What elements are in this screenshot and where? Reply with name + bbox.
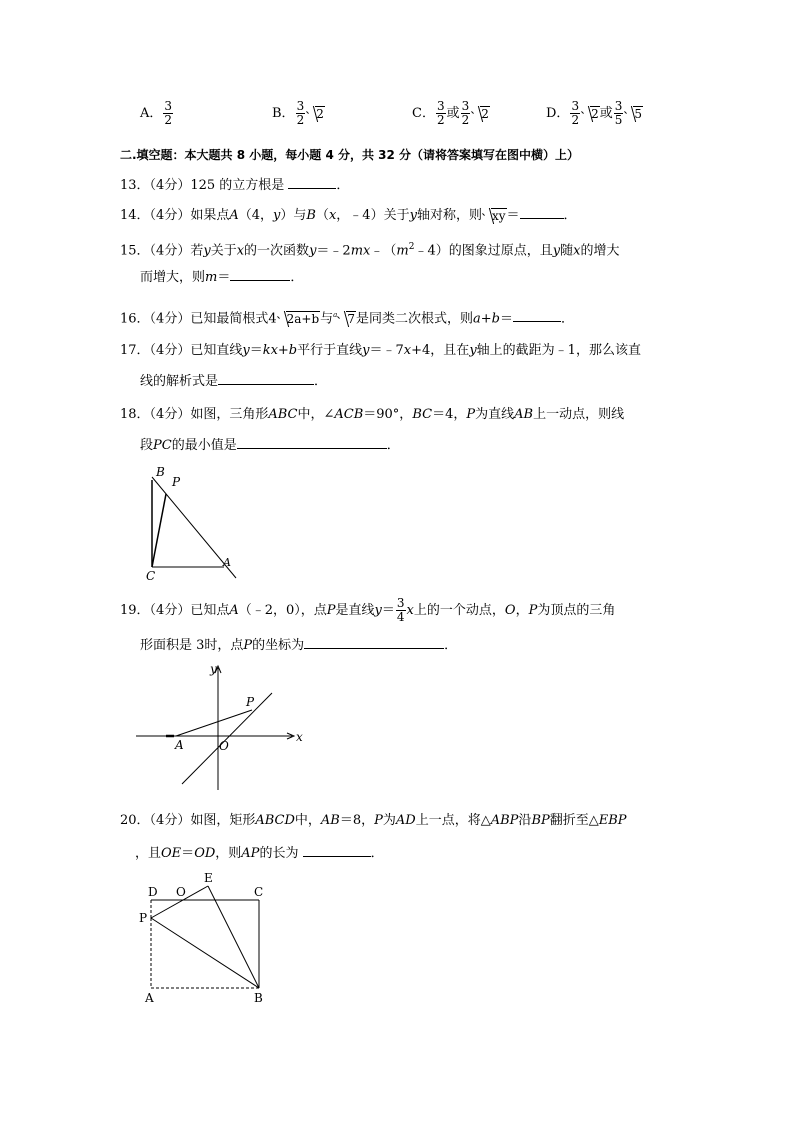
question-17-line2: 线的解析式是 ． — [140, 374, 328, 389]
label-c: C — [146, 569, 156, 583]
option-label: D． — [546, 106, 570, 121]
option-label: C． — [412, 106, 435, 121]
fraction: $\frac{3}{2}$ — [164, 99, 173, 127]
fraction: $\frac{3}{2}$ — [296, 99, 305, 127]
question-18-line2: 段PC的最小值是 ． — [140, 438, 400, 453]
figure-20 — [136, 868, 276, 1008]
figure-19 — [136, 660, 306, 795]
question-15: 15．（4分）若y关于x的一次函数$y=﹣2mx﹣(m^2﹣4)$的图象过原点，且y随x的增大 — [120, 242, 620, 259]
label-a: A — [223, 556, 231, 569]
label-e: E — [204, 871, 213, 885]
question-20-line2: ，且OE＝OD，则AP的长为 ． — [135, 846, 384, 861]
question-15-line2: 而增大，则m＝ ． — [140, 270, 304, 285]
fraction: $\frac{3}{2}$ — [571, 99, 580, 127]
question-14: 14．（4分）如果点A（4，y）与B（x，﹣4）关于y轴对称，则 xy＝ ． — [120, 208, 577, 223]
section-heading: 二.填空题：本大题共 8 小题，每小题 4 分，共 32 分（请将答案填写在图中横）上） — [120, 148, 580, 162]
label-d: D — [148, 885, 158, 899]
option-label: A． — [140, 106, 163, 121]
question-20: 20．（4分）如图，矩形ABCD中，AB＝8，P为AD上一点，将△ABP沿BP翻折至△EBP — [120, 813, 627, 828]
cube-root: 7 — [337, 311, 356, 326]
sqrt: 2 — [471, 106, 490, 121]
fraction: $\frac{3}{2}$ — [436, 99, 445, 127]
fraction: $\frac{3}{2}$ — [461, 99, 470, 127]
answer-blank[interactable] — [304, 636, 444, 649]
answer-blank[interactable] — [513, 309, 561, 322]
figure-18 — [140, 460, 250, 585]
option-c — [412, 100, 490, 127]
question-19-line2: 形面积是 3时，点P的坐标为 ． — [140, 638, 458, 653]
label-p: P — [172, 475, 181, 489]
fraction: $\frac{3}{5}$ — [614, 99, 623, 127]
or-text: 或 — [446, 106, 460, 121]
question-16: 16．（4分）已知最简根式4 2a+b与$^a$ 7是同类二次根式，则a+b＝ ． — [120, 311, 574, 327]
or-text: 或 — [599, 106, 613, 121]
answer-blank[interactable] — [288, 176, 336, 189]
label-b: B — [254, 991, 263, 1005]
answer-blank[interactable] — [520, 206, 564, 219]
option-b — [272, 100, 325, 127]
answer-blank[interactable] — [230, 268, 290, 281]
answer-blank[interactable] — [218, 372, 314, 385]
label-a: A — [175, 738, 184, 752]
axis-y-label: y — [210, 662, 217, 676]
fraction: $\frac{3}{4}$ — [396, 596, 405, 624]
option-a — [140, 100, 174, 127]
label-c: C — [254, 885, 264, 899]
label-p: P — [139, 911, 148, 925]
question-19: 19．（4分）已知点A（﹣2，0），点P是直线y＝ $\frac{3}{4}$ x上的一个动点，O，P为顶点的三角 — [120, 596, 616, 624]
question-13: 13．（4分）125 的立方根是 ． — [120, 178, 350, 193]
question-17: 17．（4分）已知直线y＝kx+b平行于直线y＝﹣7x+4，且在y轴上的截距为﹣1，那么该直 — [120, 343, 641, 358]
sqrt: 2 — [306, 106, 325, 121]
sqrt: xy — [482, 208, 507, 223]
sqrt: 5 — [624, 106, 643, 121]
label-o: O — [176, 885, 186, 899]
option-d — [546, 100, 643, 127]
label-b: B — [156, 465, 165, 479]
sqrt: 2a+b — [277, 311, 321, 326]
label-p: P — [246, 695, 255, 709]
answer-blank[interactable] — [303, 844, 371, 857]
sqrt: 2 — [581, 106, 600, 121]
answer-blank[interactable] — [237, 436, 387, 449]
label-o: O — [219, 739, 229, 753]
option-label: B． — [272, 106, 295, 121]
label-a: A — [145, 991, 154, 1005]
axis-x-label: x — [296, 730, 303, 744]
question-18: 18．（4分）如图，三角形ABC中，∠ACB＝90°，BC＝4，P为直线AB上一动点，则线 — [120, 407, 625, 422]
